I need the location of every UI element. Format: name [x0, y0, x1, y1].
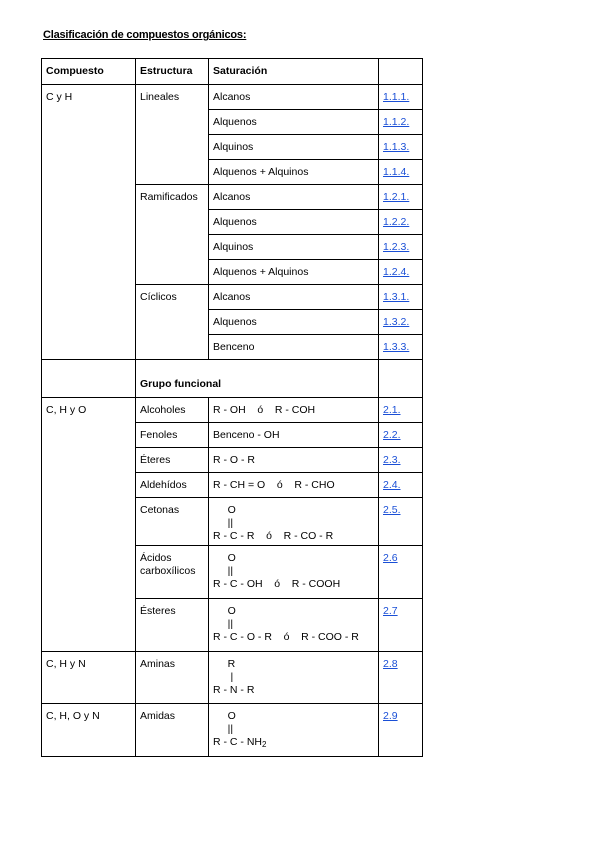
ref-link[interactable]: 1.2.3.	[383, 240, 410, 253]
table-row	[42, 398, 423, 423]
group-name: Alcoholes	[136, 398, 209, 423]
ref-cell	[379, 448, 423, 473]
group-name: Ésteres	[136, 599, 209, 652]
ref-link[interactable]: 1.2.2.	[383, 215, 410, 228]
ref-link[interactable]: 1.2.4.	[383, 265, 410, 278]
saturacion-cell: Alquenos	[209, 210, 379, 235]
ref-link[interactable]: 2.7	[383, 605, 398, 617]
estructura-lineales: Lineales	[136, 85, 209, 185]
ref-cell	[379, 423, 423, 448]
formula: R - CH = O ó R - CHO	[209, 473, 379, 498]
ref-cell	[379, 110, 423, 135]
ref-cell	[379, 85, 423, 110]
compuesto-cyh: C y H	[42, 85, 136, 360]
estructura-ramificados: Ramificados	[136, 185, 209, 285]
ref-cell	[379, 335, 423, 360]
header-saturacion: Saturación	[209, 59, 379, 85]
ref-cell	[379, 210, 423, 235]
formula: O || R - C - NH	[213, 710, 262, 748]
formula-subscript: 2	[262, 740, 267, 749]
group-name: Cetonas	[136, 498, 209, 546]
header-empty	[379, 59, 423, 85]
ref-link[interactable]: 1.3.2.	[383, 315, 410, 328]
ref-cell	[379, 704, 423, 757]
ref-link[interactable]: 1.1.4.	[383, 165, 410, 178]
header-compuesto: Compuesto	[42, 59, 136, 85]
saturacion-cell: Benceno	[209, 335, 379, 360]
formula: R | R - N - R	[209, 652, 379, 704]
compuesto-chon: C, H, O y N	[42, 704, 136, 757]
header-estructura: Estructura	[136, 59, 209, 85]
ref-cell	[379, 652, 423, 704]
ref-link[interactable]: 1.2.1.	[383, 190, 410, 203]
ref-cell	[379, 498, 423, 546]
page-title: Clasificación de compuestos orgánicos:	[43, 29, 247, 41]
ref-link[interactable]: 1.1.1.	[383, 90, 410, 103]
saturacion-cell: Alcanos	[209, 285, 379, 310]
ref-link[interactable]: 1.1.3.	[383, 140, 410, 153]
ref-link[interactable]: 1.3.1.	[383, 290, 410, 303]
group-name: Amidas	[136, 704, 209, 757]
ref-cell	[379, 285, 423, 310]
table-row	[42, 85, 423, 110]
ref-link[interactable]: 2.2.	[383, 428, 401, 441]
classification-table	[41, 58, 423, 757]
empty-cell	[42, 360, 136, 398]
ref-link[interactable]: 2.8	[383, 658, 398, 670]
group-name: Éteres	[136, 448, 209, 473]
saturacion-cell: Alcanos	[209, 85, 379, 110]
group-name: Ácidos carboxílicos	[136, 546, 209, 599]
ref-cell	[379, 599, 423, 652]
ref-link[interactable]: 1.1.2.	[383, 115, 410, 128]
ref-link[interactable]: 2.4.	[383, 478, 401, 491]
formula: R - O - R	[209, 448, 379, 473]
ref-link[interactable]: 2.1.	[383, 403, 401, 416]
ref-link[interactable]: 2.3.	[383, 453, 401, 466]
ref-cell	[379, 135, 423, 160]
formula: O || R - C - R ó R - CO - R	[209, 498, 379, 546]
formula-cell	[209, 704, 379, 757]
ref-cell	[379, 260, 423, 285]
saturacion-cell: Alquenos + Alquinos	[209, 160, 379, 185]
formula: R - OH ó R - COH	[209, 398, 379, 423]
header-grupo-funcional: Grupo funcional	[136, 360, 379, 398]
compuesto-cho: C, H y O	[42, 398, 136, 652]
ref-link[interactable]: 2.6	[383, 552, 398, 564]
group-name: Aminas	[136, 652, 209, 704]
formula: O || R - C - O - R ó R - COO - R	[209, 599, 379, 652]
ref-cell	[379, 160, 423, 185]
saturacion-cell: Alquinos	[209, 135, 379, 160]
ref-cell	[379, 398, 423, 423]
header-row	[42, 59, 423, 85]
saturacion-cell: Alquenos + Alquinos	[209, 260, 379, 285]
saturacion-cell: Alquinos	[209, 235, 379, 260]
ref-link[interactable]: 2.9	[383, 710, 398, 722]
ref-cell	[379, 473, 423, 498]
subheader-row	[42, 360, 423, 398]
group-name: Aldehídos	[136, 473, 209, 498]
table-row	[42, 652, 423, 704]
saturacion-cell: Alquenos	[209, 310, 379, 335]
compuesto-chn: C, H y N	[42, 652, 136, 704]
empty-cell	[379, 360, 423, 398]
ref-link[interactable]: 2.5.	[383, 504, 401, 516]
saturacion-cell: Alcanos	[209, 185, 379, 210]
ref-cell	[379, 185, 423, 210]
group-name: Fenoles	[136, 423, 209, 448]
formula: O || R - C - OH ó R - COOH	[209, 546, 379, 599]
estructura-ciclicos: Cíclicos	[136, 285, 209, 360]
ref-cell	[379, 310, 423, 335]
ref-link[interactable]: 1.3.3.	[383, 340, 410, 353]
ref-cell	[379, 235, 423, 260]
table-row	[42, 704, 423, 757]
saturacion-cell: Alquenos	[209, 110, 379, 135]
formula: Benceno - OH	[209, 423, 379, 448]
ref-cell	[379, 546, 423, 599]
